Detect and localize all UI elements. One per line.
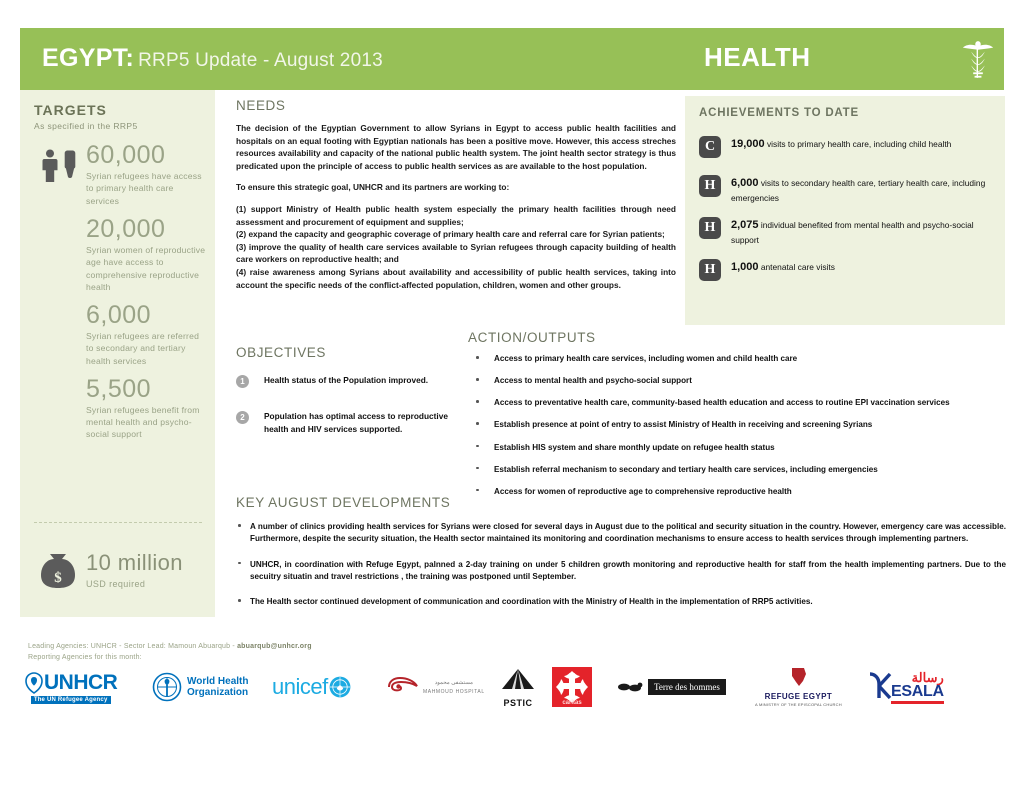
- who-line-1: World Health: [187, 675, 249, 687]
- hospital-icon: H: [699, 217, 721, 239]
- action-item: [468, 464, 1006, 476]
- bullet-icon: [476, 400, 479, 403]
- divider: [34, 522, 202, 523]
- page-title: EGYPT:: [42, 44, 135, 72]
- resala-underline: [891, 701, 944, 704]
- action-item: [468, 442, 1006, 454]
- bullet-icon: [476, 489, 479, 492]
- needs-point: (2) expand the capacity and geographic coverage of primary health care and referral care for Syrian patients;: [236, 229, 665, 240]
- needs-paragraph: To ensure this strategic goal, UNHCR and its partners are working to:: [236, 182, 510, 193]
- contact-email[interactable]: abuarqub@unhcr.org: [237, 643, 312, 650]
- logo-who: [152, 661, 248, 713]
- tdh-children-icon: [616, 678, 648, 696]
- development-item: [236, 521, 1006, 546]
- bullet-icon: [476, 422, 479, 425]
- achievement-item: [697, 136, 997, 162]
- achievement-number: 1,000: [731, 261, 759, 274]
- pstic-pyramid-icon: [498, 667, 538, 691]
- objective-number-badge: 2: [236, 411, 249, 424]
- money-bag-icon: [36, 552, 80, 590]
- hospital-icon: H: [699, 259, 721, 281]
- unhcr-emblem-icon: [24, 672, 44, 694]
- sector-title: HEALTH: [704, 42, 811, 72]
- action-item: [468, 419, 1006, 431]
- objective-text: Health status of the Population improved.: [264, 375, 429, 385]
- logo-mahmoud-hospital: [385, 661, 485, 713]
- target-item: [34, 216, 206, 293]
- target-number: 60,000: [86, 141, 166, 169]
- objectives-list: [236, 374, 461, 436]
- achievement-number: 2,075: [731, 219, 759, 232]
- action-text: Access to preventative health care, community-based health education and access to routine EPI vaccination services: [494, 398, 950, 408]
- achievements-panel: [685, 96, 1005, 325]
- needs-points: [236, 203, 676, 291]
- actions-title: ACTION/OUTPUTS: [468, 330, 596, 345]
- bullet-icon: [238, 524, 241, 527]
- bullet-icon: [476, 467, 479, 470]
- resala-monogram-icon: [866, 670, 894, 704]
- partner-logos: [20, 661, 1000, 713]
- logo-terre-des-hommes: [616, 661, 726, 713]
- needs-body: [236, 122, 676, 291]
- who-emblem-icon: [152, 672, 182, 702]
- target-number: 20,000: [86, 214, 166, 243]
- needs-point: (4) raise awareness among Syrians about availability and accessibility of public health services, taking into account the specific needs of the conflict-affected population, children, women and other groups.: [236, 267, 676, 290]
- header-title-group: [42, 44, 383, 73]
- action-text: Establish presence at point of entry to assist Ministry of Health in receiving and screening Syrians: [494, 420, 873, 430]
- action-text: Access to mental health and psycho-social support: [494, 376, 692, 386]
- caduceus-icon: [956, 38, 1000, 82]
- target-description: Syrian refugees benefit from mental health and psycho-social support: [86, 405, 200, 440]
- mahmoud-hospital-emblem-icon: [385, 674, 419, 700]
- logo-pstic: [498, 661, 538, 713]
- action-item: [468, 397, 1006, 409]
- target-number: 5,500: [86, 374, 152, 403]
- achievement-text: [731, 217, 997, 246]
- action-item: [468, 375, 1006, 387]
- development-text: UNHCR, in coordination with Refuge Egypt, palnned a 2-day training on under 5 children growth monitoring and reproductive health for staff from the health implementing partners. Due to the secuitry situatin and travel restrictions , the training was postponed until September.: [250, 559, 1006, 581]
- objective-item: [236, 410, 461, 436]
- actions-section: [468, 330, 1006, 508]
- page-header: [20, 28, 1004, 90]
- targets-panel: [20, 90, 215, 617]
- target-item: [34, 142, 206, 207]
- resala-english-wordmark: ESALA: [891, 682, 944, 700]
- lead-agency-label: Leading Agencies: UNHCR - Sector Lead: Mamoun Abuarqub -: [28, 643, 238, 650]
- achievement-number: 19,000: [731, 138, 765, 150]
- key-developments-title: KEY AUGUST DEVELOPMENTS: [236, 495, 451, 510]
- logo-refuge-egypt: [755, 661, 842, 713]
- action-text: Access for women of reproductive age to comprehensive reproductive health: [494, 486, 792, 496]
- action-text: Access to primary health care services, including women and child health care: [494, 354, 798, 363]
- needs-paragraph: The decision of the Egyptian Government to allow Syrians in Egypt to access public health facilities and hospitals on an equal footing with Egyptian nationals has been a positive move. However, this access streches resources availability and capacity of the national public health system. The joint health sector strategy is thus predicated upon the principle of access to public health services as are available to the host population.: [236, 123, 676, 171]
- tdh-wordmark: Terre des hommes: [648, 679, 726, 695]
- achievements-title: ACHIEVEMENTS TO DATE: [699, 107, 859, 119]
- key-developments-section: [236, 495, 1006, 621]
- action-text: Establish referral mechanism to secondary and tertiary health care services, including emergencies: [494, 464, 878, 474]
- caritas-emblem-icon: [552, 667, 592, 707]
- bullet-icon: [476, 445, 479, 448]
- development-item: [236, 559, 1006, 584]
- refuge-egypt-tagline: A MINISTRY OF THE EPISCOPAL CHURCH: [755, 702, 842, 707]
- achievements-list: [697, 136, 997, 298]
- pstic-wordmark: PSTIC: [503, 697, 533, 708]
- targets-list: [34, 142, 206, 450]
- svg-text:$: $: [54, 570, 62, 586]
- mahmoud-arabic-name: مستشفى محمود: [434, 680, 473, 687]
- targets-subtitle: As specified in the RRP5: [34, 121, 138, 131]
- key-developments-list: [236, 521, 1006, 608]
- achievement-item: [697, 175, 997, 204]
- action-item: [468, 353, 1006, 365]
- achievement-label: antenatal care visits: [760, 262, 835, 273]
- header-subtitle: RRP5 Update - August 2013: [138, 50, 383, 71]
- needs-title: NEEDS: [236, 98, 286, 113]
- target-description: Syrian refugees have access to primary health care services: [86, 171, 202, 206]
- clinic-icon: C: [699, 136, 721, 158]
- development-text: A number of clinics providing health services for Syrians were closed for several days in August due to the political and security situation in the country. However, emergency care was accessible. Furthermore, despite the security situation, the Health sector maintained its monitoring and coordination mechanisms to ensure access to health services through implementing partners.: [250, 522, 1006, 544]
- mahmoud-english-name: MAHMOUD HOSPITAL: [423, 688, 485, 695]
- target-item: [34, 376, 206, 441]
- target-description: Syrian refugees are referred to secondary and tertiary health services: [86, 331, 200, 366]
- target-item: [34, 302, 206, 367]
- reporting-agencies-label: Reporting Agencies for this month:: [28, 654, 142, 662]
- unicef-wordmark: unicef: [272, 674, 328, 699]
- who-wordmark: [187, 676, 248, 699]
- achievement-text: [731, 259, 997, 276]
- bullet-icon: [476, 378, 479, 381]
- development-text: The Health sector continued development of communication and coordination with the Ministry of Health in the implementation of RRP5 activities.: [250, 597, 813, 607]
- funding-requirement: [34, 550, 261, 589]
- logo-unhcr: [24, 661, 117, 713]
- who-line-2: Organization: [187, 687, 249, 698]
- logo-unicef: [272, 661, 352, 713]
- development-item: [236, 596, 1006, 608]
- target-description: Syrian women of reproductive age have access to comprehensive reproductive health: [86, 245, 206, 292]
- targets-title: TARGETS: [34, 102, 107, 118]
- hospital-icon: H: [699, 175, 721, 197]
- needs-point: (3) improve the quality of health care services available to Syrian refugees through capacity building of health care workers on reproductive health; and: [236, 241, 676, 265]
- unhcr-tagline: The UN Refugee Agency: [31, 696, 111, 704]
- action-text: Establish HIS system and share monthly update on refugee health status: [494, 442, 775, 452]
- objective-number-badge: 1: [236, 375, 249, 388]
- achievement-label: visits to secondary health care, tertiary health care, including emergencies: [731, 178, 986, 203]
- unhcr-wordmark: UNHCR: [44, 670, 118, 694]
- target-number: 6,000: [86, 300, 152, 329]
- funding-amount: 10 million: [86, 550, 183, 575]
- caritas-wordmark: caritas: [562, 700, 582, 706]
- achievement-item: [697, 259, 997, 285]
- bullet-icon: [238, 562, 241, 565]
- needs-point: (1) support Ministry of Health public health system especially the primary health facilities through need assessment and procurement of equipment and supplies;: [236, 204, 676, 227]
- achievement-label: individual benefited from mental health and psycho-social support: [731, 220, 974, 245]
- objectives-title: OBJECTIVES: [236, 345, 327, 360]
- actions-list: [468, 353, 1006, 498]
- achievement-text: [731, 136, 997, 153]
- achievement-number: 6,000: [731, 177, 759, 189]
- needs-section: [236, 98, 676, 291]
- refuge-egypt-map-icon: [778, 667, 818, 687]
- achievement-label: visits to primary health care, including child health: [766, 139, 952, 149]
- unicef-emblem-icon: [328, 675, 352, 699]
- logo-resala: [866, 661, 944, 713]
- bullet-icon: [238, 599, 241, 602]
- objective-item: [236, 374, 461, 396]
- refuge-egypt-wordmark: REFUGE EGYPT: [764, 692, 833, 701]
- funding-label: USD required: [86, 579, 146, 589]
- achievement-item: [697, 217, 997, 246]
- bullet-icon: [476, 356, 479, 359]
- objective-text: Population has optimal access to reproductive health and HIV services supported.: [264, 411, 448, 434]
- resala-arabic-wordmark: رسالة: [911, 669, 944, 685]
- people-icon: [40, 148, 80, 184]
- lead-agency-line: [28, 641, 648, 652]
- logo-caritas: [552, 661, 592, 713]
- achievement-text: [731, 175, 997, 204]
- objectives-section: [236, 345, 461, 450]
